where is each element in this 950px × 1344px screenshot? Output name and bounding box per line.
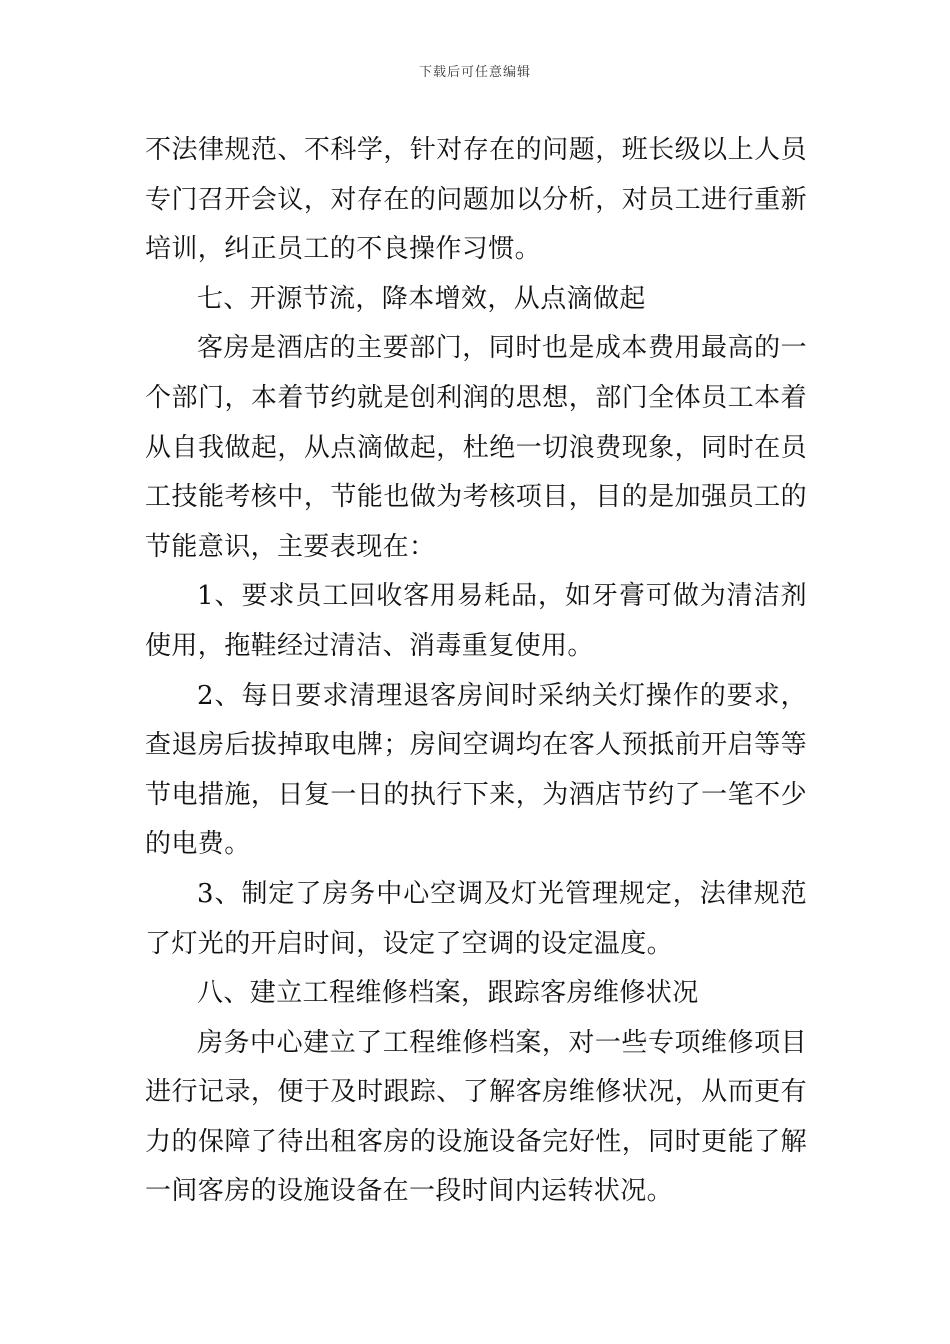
paragraph-maintenance-records: 房务中心建立了工程维修档案，对一些专项维修项目进行记录，便于及时跟踪、了解客房维修状况，从而更有力的保障了待出租客房的设施设备完好性，同时更能了解一间客房的设施设备在一段时间内运转状况。 [145, 1027, 807, 1207]
section-heading-8: 八、建立工程维修档案，跟踪客房维修状况 [197, 978, 699, 1009]
list-item-1: 1、要求员工回收客用易耗品，如牙膏可做为清洁剂使用，拖鞋经过清洁、消毒重复使用。 [145, 581, 807, 661]
paragraph-continued: 不法律规范、不科学，针对存在的问题，班长级以上人员专门召开会议，对存在的问题加以分析，对员工进行重新培训，纠正员工的不良操作习惯。 [145, 135, 807, 265]
page-header-note: 下载后可任意编辑 [418, 65, 531, 80]
list-item-2: 2、每日要求清理退客房间时采纳关灯操作的要求，查退房后拔掉取电牌；房间空调均在客人预抵前开启等等节电措施，日复一日的执行下来，为酒店节约了一笔不少的电费。 [145, 680, 807, 860]
paragraph-energy-saving: 客房是酒店的主要部门，同时也是成本费用最高的一个部门，本着节约就是创利润的思想，部门全体员工本着从自我做起，从点滴做起，杜绝一切浪费现象，同时在员工技能考核中，节能也做为考核项目，目的是加强员工的节能意识，主要表现在： [145, 333, 807, 562]
document-body [145, 126, 807, 1217]
section-heading-7: 七、开源节流，降本增效，从点滴做起 [197, 283, 646, 314]
list-item-3: 3、制定了房务中心空调及灯光管理规定，法律规范了灯光的开启时间，设定了空调的设定温度。 [145, 878, 807, 959]
